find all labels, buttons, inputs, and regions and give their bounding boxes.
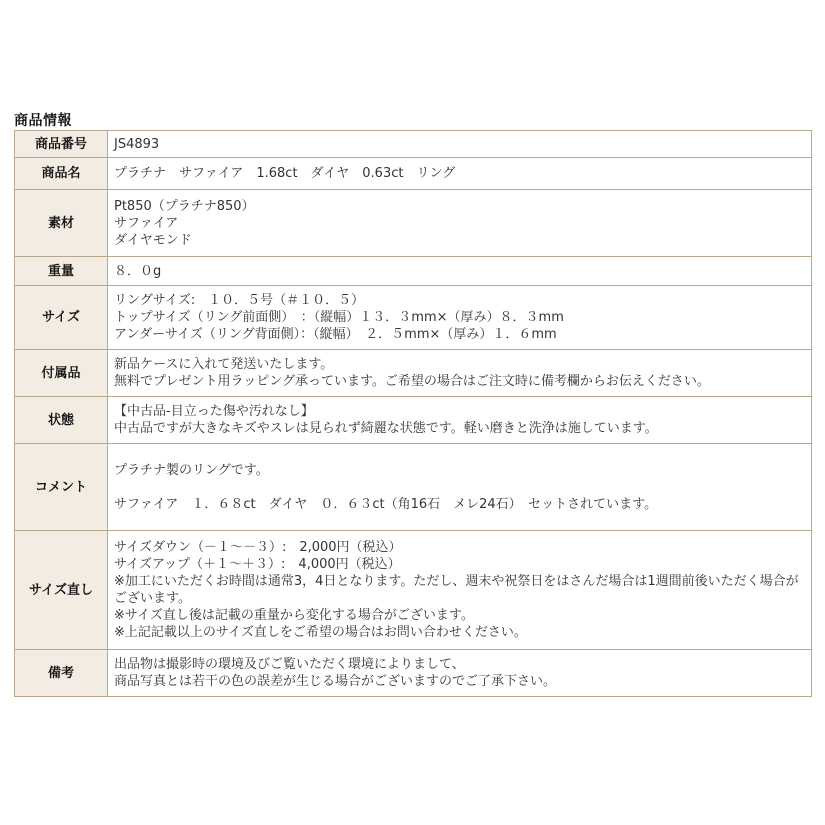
row-value	[108, 257, 812, 286]
value-line: サファイア	[114, 215, 179, 231]
row-value	[108, 444, 812, 531]
row-value	[108, 650, 812, 697]
table-row-condition	[15, 397, 812, 444]
value-line: リングサイズ: １０．５号（＃１０．５）	[114, 293, 365, 308]
row-label: 備考	[15, 650, 108, 697]
value-line: 【中古品-目立った傷や汚れなし】	[114, 404, 314, 419]
value-line: サファイア １．６８ct ダイヤ ０．６３ct（角16石 メレ24石） セットされています。	[114, 496, 658, 512]
product-info-table	[14, 130, 812, 697]
value-line: トップサイズ（リング前面側） ：（縦幅）１３．３mm×（厚み）８．３mm	[114, 310, 564, 325]
value-line: 商品写真とは若干の色の誤差が生じる場合がございますのでご了承下さい。	[114, 674, 557, 689]
table-row-weight	[15, 257, 812, 286]
blank-line	[114, 479, 807, 496]
table-row-product-number	[15, 131, 812, 158]
row-label: サイズ	[15, 286, 108, 350]
value-line: JS4893	[114, 136, 160, 152]
value-line: ※加工にいただくお時間は通常3，4日となります。ただし、週末や祝祭日をはさんだ場合は1週間前後いただく場合がございます。	[114, 574, 799, 606]
row-value	[108, 158, 812, 190]
value-line: ダイヤモンド	[114, 232, 192, 248]
row-value	[108, 531, 812, 650]
row-label: 重量	[15, 257, 108, 286]
row-label: 商品番号	[15, 131, 108, 158]
value-line: ８．０g	[114, 263, 162, 279]
value-line: ※サイズ直し後は記載の重量から変化する場合がございます。	[114, 608, 474, 623]
row-label: 付属品	[15, 350, 108, 397]
row-label: コメント	[15, 444, 108, 531]
row-value	[108, 350, 812, 397]
table-row-resize	[15, 531, 812, 650]
row-value	[108, 286, 812, 350]
section-title: 商品情報	[14, 113, 72, 129]
row-value	[108, 131, 812, 158]
value-line: Pt850（プラチナ850）	[114, 198, 255, 214]
table-row-accessories	[15, 350, 812, 397]
row-label: サイズ直し	[15, 531, 108, 650]
table-row-material	[15, 190, 812, 257]
value-line: ※上記記載以上のサイズ直しをご希望の場合はお問い合わせください。	[114, 625, 527, 640]
row-value	[108, 397, 812, 444]
value-line: アンダーサイズ（リング背面側）：（縦幅） ２．５mm×（厚み）１．６mm	[114, 327, 557, 342]
value-line: サイズダウン（－１～－３）: 2,000円（税込）	[114, 540, 402, 555]
value-line: 新品ケースに入れて発送いたします。	[114, 357, 334, 372]
table-row-comment	[15, 444, 812, 531]
value-line: プラチナ製のリングです。	[114, 462, 269, 478]
value-line: 出品物は撮影時の環境及びご覧いただく環境によりまして、	[114, 657, 465, 672]
row-value	[108, 190, 812, 257]
table-row-size	[15, 286, 812, 350]
row-label: 状態	[15, 397, 108, 444]
value-line: プラチナ サファイア 1.68ct ダイヤ 0.63ct リング	[114, 166, 456, 181]
value-line: サイズアップ（＋１～＋３）: 4,000円（税込）	[114, 557, 401, 572]
row-label: 素材	[15, 190, 108, 257]
value-line: 無料でプレゼント用ラッピング承っています。ご希望の場合はご注文時に備考欄からお伝えください。	[114, 374, 710, 389]
value-line: 中古品ですが大きなキズやスレは見られず綺麗な状態です。軽い磨きと洗浄は施しています。	[114, 421, 658, 436]
table-row-product-name	[15, 158, 812, 190]
row-label: 商品名	[15, 158, 108, 190]
table-row-notes	[15, 650, 812, 697]
